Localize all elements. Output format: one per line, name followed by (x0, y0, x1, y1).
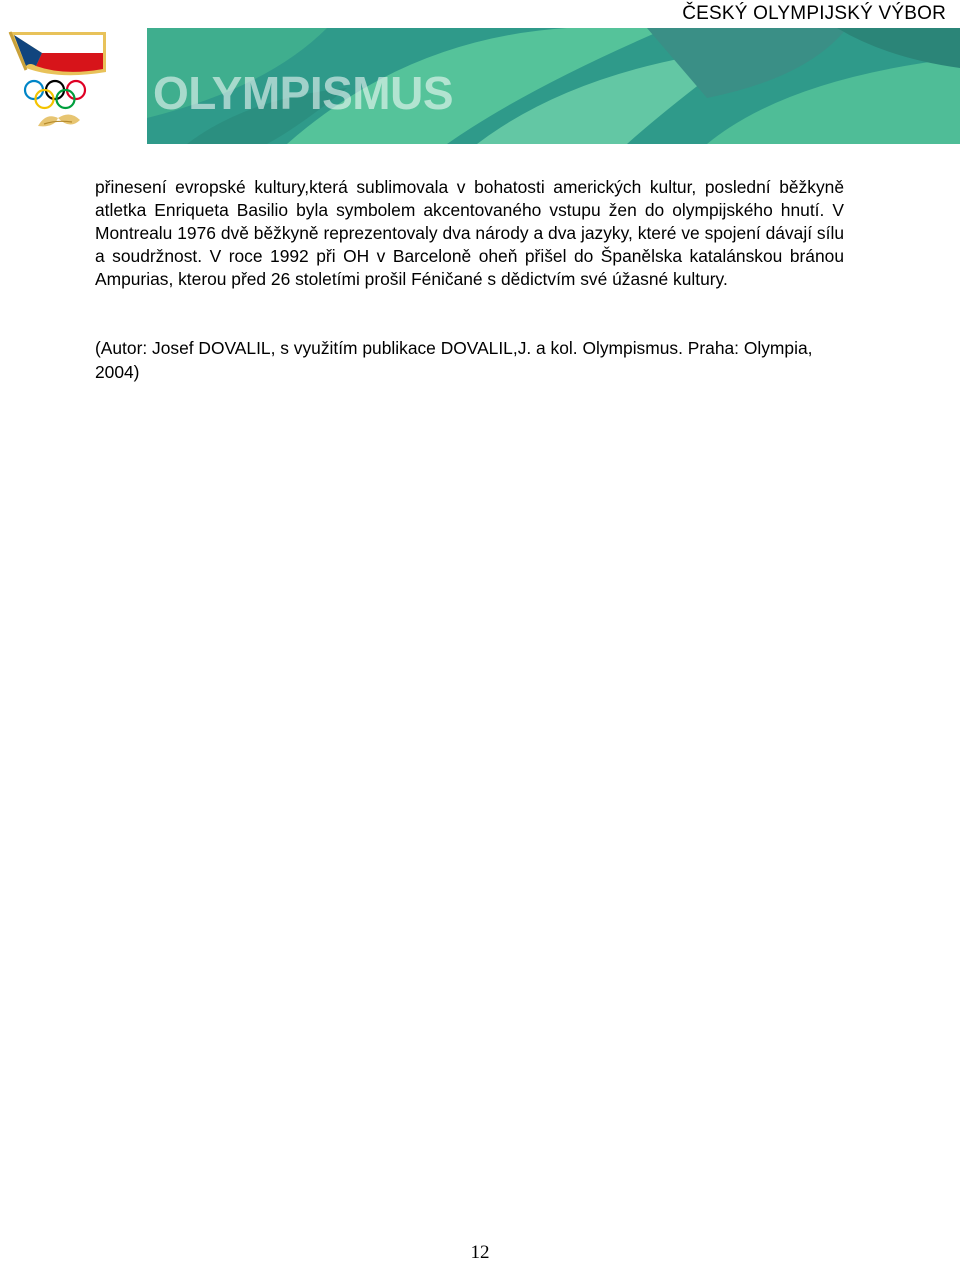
source-citation: (Autor: Josef DOVALIL, s využitím publikace DOVALIL,J. a kol. Olympismus. Praha: Olympia, 2004) (95, 338, 813, 382)
main-content (95, 176, 844, 384)
banner-title: OLYMPISMUS (153, 67, 454, 119)
organization-name: ČESKÝ OLYMPIJSKÝ VÝBOR (682, 3, 946, 24)
body-paragraph: přinesení evropské kultury,která sublimovala v bohatosti amerických kultur, poslední běžkyně atletka Enriqueta Basilio byla symbolem akcentovaného vstupu žen do olympijského hnutí. V Montrealu 1976 dvě běžkyně reprezentovaly dva národy a dva jazyky, které ve spojení dávají sílu a soudržnost. V roce 1992 při OH v Barceloně oheň přišel do Španělska katalánskou bránou Ampurias, kterou před 26 stoletími prošil Féničané s dědictvím své úžasné kultury. (95, 177, 844, 290)
page-number: 12 (470, 1242, 490, 1263)
czech-olympic-committee-logo-icon (6, 28, 112, 138)
header-banner (147, 28, 960, 144)
